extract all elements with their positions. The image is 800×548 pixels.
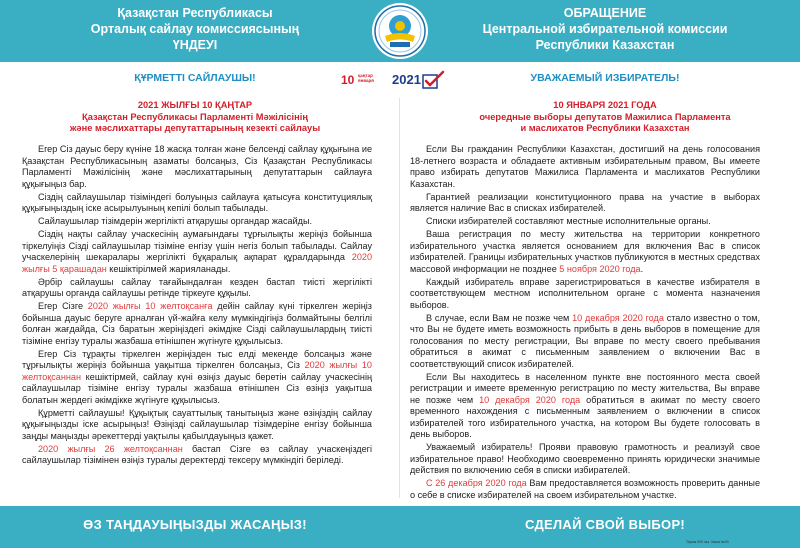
slogan-kz: ӨЗ ТАҢДАУЫҢЫЗДЫ ЖАСАҢЫЗ! (83, 517, 307, 532)
paragraph-text: Каждый избиратель вправе зарегистрироваться в качестве избирателя в соответствующем местном исполнительном органе с момента назначения выборов. (410, 276, 760, 310)
paragraph-text: бастап Сізге өз сайлау учаскеңіздегі сайлаушылар тізімінен өзіңіз туралы деректерді тексеру мүмкіндігі беріледі. (22, 443, 372, 465)
greeting-kz: ҚҰРМЕТТІ САЙЛАУШЫ! (134, 72, 256, 84)
highlighted-date: 2020 жылғы 5 қарашадан (22, 252, 372, 274)
heading-line: очередные выборы депутатов Мажилиса Парламента (479, 111, 731, 122)
ballot-check-icon (421, 70, 445, 90)
paragraph-text: Сайлаушылар тізімдерін жергілікті атқарушы органдар жасайды. (38, 216, 313, 226)
slogan-ru: СДЕЛАЙ СВОЙ ВЫБОР! (524, 517, 686, 532)
header-kz-line: Орталық сайлау комиссиясының (90, 22, 300, 36)
body-paragraph (410, 372, 760, 441)
heading-line: Қазақстан Республикасы Парламенті Мәжілісінің (82, 111, 308, 122)
header-ru-line: Республики Казахстан (535, 38, 675, 52)
paragraph-text: Вам предоставляется возможность проверить данные о себе в списке избирателей на своем избирательном участке. (410, 478, 761, 500)
body-paragraph (410, 144, 760, 190)
election-date-badge (341, 70, 461, 92)
paragraph-text: Ваша регистрация по месту жительства на территории конкретного избирательного участка является основанием для включения Вас в список избирателей. Границы избирательных участков публикуются в местных средствах массовой информации не позднее (410, 229, 760, 274)
greeting-ru: УВАЖАЕМЫЙ ИЗБИРАТЕЛЬ! (530, 72, 680, 84)
paragraph-text: Егер Сіз дауыс беру күніне 18 жасқа толған және белсенді сайлау құқығына ие Қазақстан Республикасының азаматы болсаңыз, Сіз Қазақстан Республикасы Парламенті Мәжілісінің және мәслихаттарының депутаттарын сайлауға құқығыңыз бар. (22, 144, 372, 189)
header-kz-line: ҮНДЕУІ (172, 38, 218, 52)
paragraph-text: кешіктірілмей жарияланады. (106, 263, 231, 274)
paragraph-text: кешіктірмей, сайлау күні өзіңіз дауыс беретін сайлау учаскесінің сайлаушылар тізіміне енгізу туралы жазбаша өтінішпен Сіз өзіңіз уақытша болатын жердегі әкімдікке жүгінуге құқылысыз. (22, 371, 372, 405)
paragraph-text: Сіздің сайлаушылар тізіміндегі болуыңыз сайлауға қатысуға конституциялық құқығыңыздың іске асырылуының кепілі болып табылады. (22, 191, 372, 213)
header-kz-line: Қазақстан Республикасы (117, 6, 273, 20)
highlighted-date: С 26 декабря 2020 года (426, 478, 527, 488)
body-paragraph (22, 144, 372, 190)
date-month-ru: января (358, 78, 374, 83)
paragraph-text: стало известно о том, что Вы не будете иметь возможность прибыть в день выборов в помещение для голосования по месту регистрации, Вы вправе по месту своего пребывания обратиться в акимат с письменным заявлением о включении Вас в соответствующий список избирателей. (410, 312, 760, 369)
election-heading-ru (425, 100, 785, 135)
paragraph-text: Егер Сіз тұрақты тіркелген жеріңізден тыс елді мекенде болсаңыз және тұрғылықты жеріңіз бойынша уақытша тіркелген болсаңыз, Сіз (22, 348, 372, 370)
body-paragraph (22, 277, 372, 300)
body-paragraph (410, 229, 760, 275)
paragraph-text: дейін сайлау күні тіркелген жеріңіз бойынша дауыс беруге арналған үй-жайға келу мүмкіндігіңіз болмайтыны белгілі болған жағдайда, Сіз баратын жеріңіздегі әкімдіке Сізді сайлаушылардың тиісті тізіміне енгізу туралы жазбаша өтінішпен жүгінуге құқылысыз. (22, 301, 372, 346)
heading-line: және мәслихаттары депутаттарының кезекті сайлауы (69, 123, 321, 133)
body-paragraph (410, 442, 760, 477)
body-paragraph (22, 444, 372, 467)
body-text-kz (22, 144, 372, 468)
body-paragraph (22, 216, 372, 228)
date-month-words (358, 73, 374, 83)
paragraph-text: Гарантией реализации конституционного права на участие в выборах является наличие Вас в списках избирателей. (410, 191, 760, 213)
paragraph-text: Әрбір сайлаушы сайлау тағайындалған кезден бастап тиісті жергілікті атқарушы органда сайлаушы ретінде тіркеуге құқылы. (22, 276, 372, 298)
paragraph-text: Құрметті сайлаушы! Құқықтық сауаттылық танытыңыз және өзіңіздің сайлау құқығыңызды іске асырыңыз! Өзіңізді сайлаушылар тізімдеріне енгізу бойынша заңды маңызды әрекеттерді уақтылы қабылдауыңыз қажет. (22, 407, 372, 441)
heading-line: 2021 ЖЫЛҒЫ 10 ҚАҢТАР (137, 100, 253, 110)
body-paragraph (410, 313, 760, 371)
paragraph-text: Если Вы гражданин Республики Казахстан, достигший на день голосования 18-летнего возраста и обладаете активным избирательным правом, Вы имеете право избирать депутатов Мажилиса Парламента и маслихатов Республики Казахстан. (410, 144, 760, 189)
body-paragraph (410, 192, 760, 215)
heading-line: и маслихатов Республики Казахстан (520, 123, 690, 133)
date-month-kz: қаңтар (358, 73, 373, 78)
body-paragraph (410, 478, 760, 501)
body-paragraph (22, 349, 372, 407)
column-divider (399, 98, 400, 498)
body-paragraph (410, 277, 760, 312)
highlighted-date: 5 ноября 2020 года (559, 263, 641, 274)
body-paragraph (410, 216, 760, 228)
heading-line: 10 ЯНВАРЯ 2021 ГОДА (553, 100, 657, 110)
header-title-ru (455, 5, 755, 53)
header-title-kz (45, 5, 345, 53)
election-heading-kz (15, 100, 375, 135)
print-info: Тираж 000 экз. Заказ №00 (686, 540, 729, 544)
paragraph-text: Сіздің нақты сайлау учаскесінің аумағындағы тұрғылықты жеріңіз бойынша тіркелуіңіз Сізді сайлаушылар тізіміне енгізу үшін негіз болып табылады. Сайлау учаскелерінің шекаралары жергілікті бұқаралық ақпарат құралдарында (22, 229, 372, 262)
highlighted-date: 2020 жылғы 10 желтоқсаннан (22, 360, 372, 382)
paragraph-text: Уважаемый избиратель! Прояви правовую грамотность и реализуй свое избирательное право! Необходимо своевременно принять юридически значимые действия по включению себя в списки избирателей. (410, 442, 760, 475)
highlighted-date: 10 декабря 2020 года (572, 312, 664, 323)
header-ru-line: Центральной избирательной комиссии (482, 22, 728, 36)
body-paragraph (22, 192, 372, 215)
body-text-ru (410, 144, 760, 503)
paragraph-text: обратиться в акимат по месту своего временного нахождения с письменным заявлением о включении в список избирателей того избирательного участка, на котором Вы будете голосовать в день выборов. (410, 394, 760, 439)
paragraph-text: . (640, 263, 644, 274)
highlighted-date: 2020 жылғы 26 желтоқсаннан (38, 443, 183, 454)
cec-emblem-icon (371, 2, 429, 60)
body-paragraph (22, 408, 372, 443)
header-ru-line: ОБРАЩЕНИЕ (563, 6, 647, 20)
body-paragraph (22, 229, 372, 275)
paragraph-text: Егер Сізге (38, 301, 88, 311)
date-year: 2021 (392, 72, 421, 87)
highlighted-date: 2020 жылғы 10 желтоқсанға (87, 301, 213, 311)
paragraph-text: Если Вы находитесь в населенном пункте вне постоянного места своей регистрации и имеете временную регистрацию по месту жительства, Вы вправе не позже чем (410, 371, 760, 405)
paragraph-text: В случае, если Вам не позже чем (426, 312, 573, 323)
body-paragraph (22, 301, 372, 347)
paragraph-text: Списки избирателей составляют местные исполнительные органы. (426, 216, 711, 226)
highlighted-date: 10 декабря 2020 года (479, 394, 581, 405)
date-day: 10 (341, 73, 355, 87)
